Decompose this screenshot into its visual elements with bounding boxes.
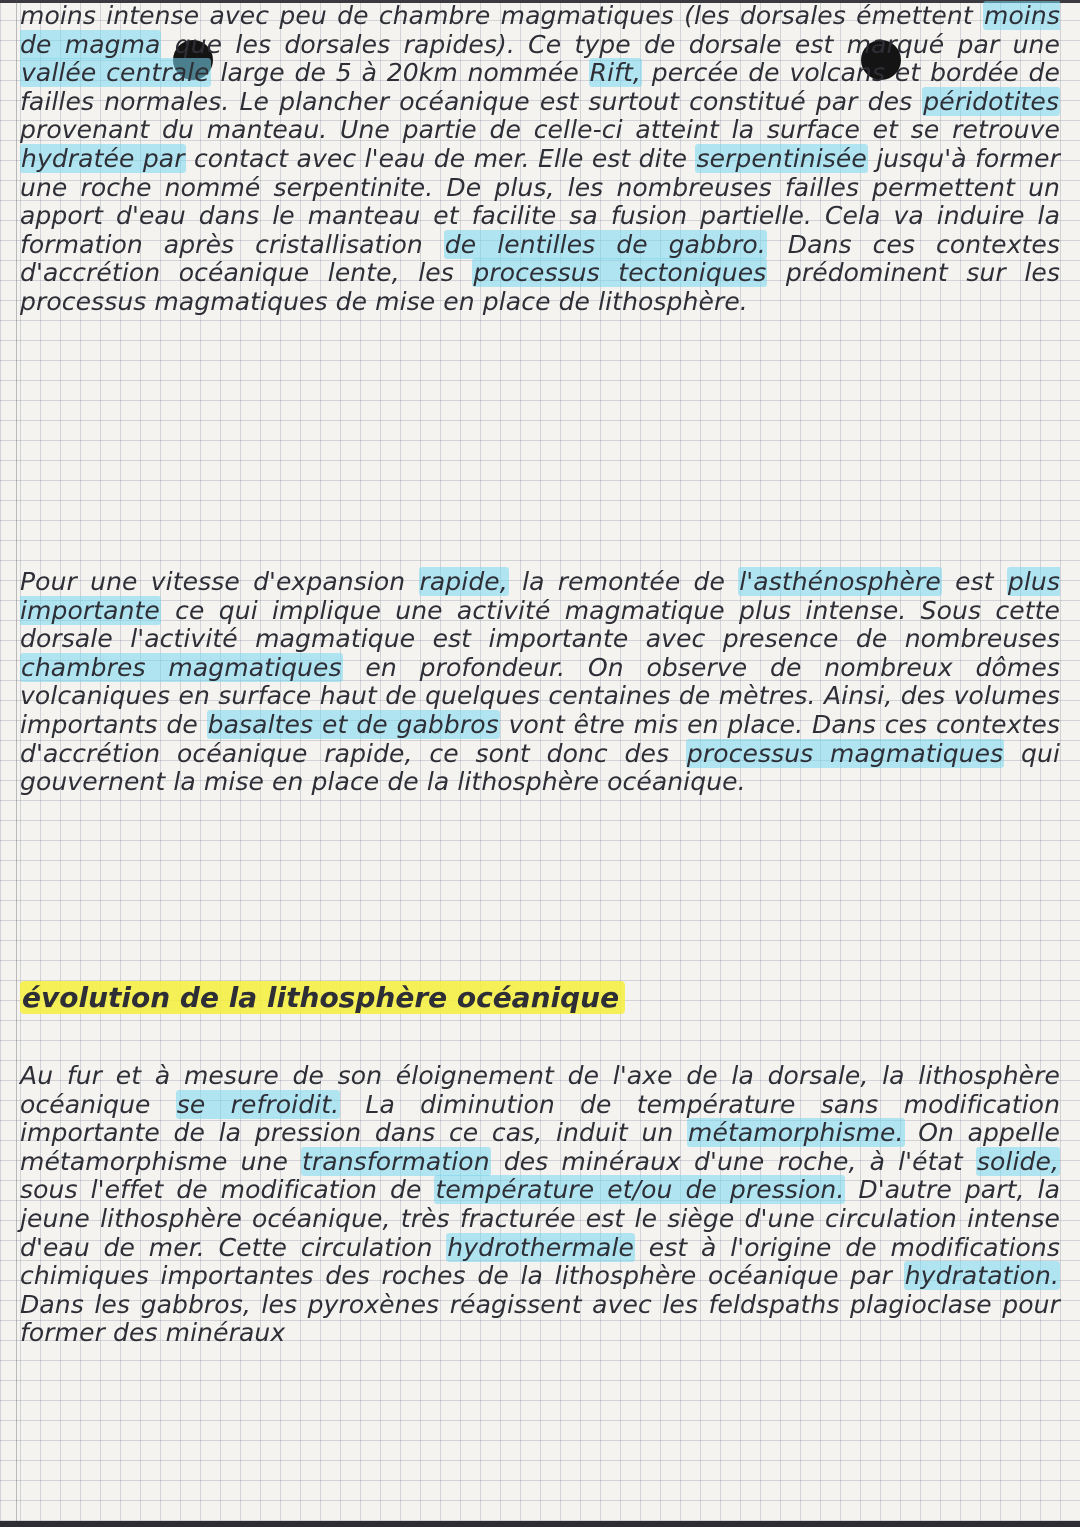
highlight: moins de magma (20, 1, 1060, 59)
text: qui gouvernent la mise en place de la lithosphère océanique. (20, 738, 1060, 797)
highlight: l'asthénosphère (739, 567, 941, 596)
highlight: transformation (302, 1146, 490, 1176)
text: Pour une vitesse d'expansion (20, 567, 419, 596)
text: La diminution de température sans modification importante de la pression dans ce cas, induit un (20, 1089, 1061, 1148)
highlight: processus magmatiques (686, 738, 1004, 768)
highlight: hydratation. (904, 1261, 1059, 1291)
paragraph-slow-ridge (20, 2, 1060, 317)
highlight: plus importante (20, 567, 1060, 625)
text: prédominent sur les processus magmatiques de mise en place de lithosphère. (20, 258, 1060, 316)
highlight: solide, (976, 1146, 1059, 1176)
text: jusqu'à former une roche nommé serpentinite. De plus, les nombreuses failles permettent un apport d'eau dans le manteau et facilite sa fusion partielle. Cela va induire la formation après cristallisation (20, 143, 1060, 259)
highlight: péridotites (923, 86, 1059, 116)
text: des minéraux d'une roche, à l'état (490, 1146, 976, 1176)
text: la remontée de (508, 567, 739, 596)
margin-line (16, 0, 17, 1527)
section-heading (20, 982, 625, 1014)
text: en profondeur. On observe de nombreux dômes volcaniques en surface haut de quelques centaines de mètres. Ainsi, des volumes importants de (20, 652, 1060, 739)
text: que les dorsales rapides). Ce type de dorsale est marqué par une (161, 29, 1060, 59)
page-bottom-edge (0, 1521, 1080, 1527)
highlight: de lentilles de gabbro. (444, 229, 766, 259)
text: Dans ces contextes d'accrétion océanique lente, les (20, 229, 1060, 288)
paragraph-fast-ridge (20, 568, 1060, 797)
text: large de 5 à 20km nommée (210, 58, 589, 88)
text: moins intense avec peu de chambre magmatiques (les dorsales émettent (20, 1, 984, 30)
text: ce qui implique une activité magmatique plus intense. Sous cette dorsale l'activité magmatique est importante avec presence de nombreuses (20, 595, 1060, 654)
text: vont être mis en place. Dans ces contextes d'accrétion océanique rapide, ce sont donc des (20, 709, 1060, 768)
highlight: hydrothermale (447, 1232, 634, 1262)
highlight: processus tectoniques (473, 258, 767, 288)
text: On appelle métamorphisme une (20, 1118, 1060, 1176)
highlight: serpentinisée (696, 143, 867, 173)
highlight: vallée centrale (21, 58, 210, 88)
text: Au fur et à mesure de son éloignement de l'axe de la dorsale, la lithosphère océanique (20, 1061, 1060, 1119)
highlight: basaltes et de gabbros (207, 709, 499, 739)
text: sous l'effet de modification de (20, 1175, 435, 1205)
text: est (941, 567, 1007, 596)
text: Dans les gabbros, les pyroxènes réagissent avec les feldspaths plagioclase pour former des minéraux (20, 1289, 1060, 1348)
highlight: hydratée par (21, 143, 185, 173)
highlight: se refroidit. (176, 1089, 340, 1119)
text: contact avec l'eau de mer. Elle est dite (185, 143, 696, 173)
highlight: rapide, (419, 567, 508, 596)
highlight: température et/ou de pression. (435, 1175, 845, 1205)
paragraph-evolution (20, 1062, 1060, 1348)
highlight: Rift, (589, 58, 641, 88)
highlight: chambres magmatiques (21, 652, 342, 682)
text: provenant du manteau. Une partie de celle-ci atteint la surface et se retrouve (20, 115, 1060, 145)
text: D'autre part, la jeune lithosphère océanique, très fracturée est le siège d'une circulation intense d'eau de mer. Cette circulation (20, 1175, 1060, 1262)
highlight: métamorphisme. (688, 1118, 904, 1148)
heading-highlight: évolution de la lithosphère océanique (20, 981, 625, 1014)
text: percée de volcans et bordée de failles normales. Le plancher océanique est surtout constitué par des (20, 58, 1060, 116)
text: est à l'origine de modifications chimiques importantes des roches de la lithosphère océanique par (20, 1232, 1060, 1291)
